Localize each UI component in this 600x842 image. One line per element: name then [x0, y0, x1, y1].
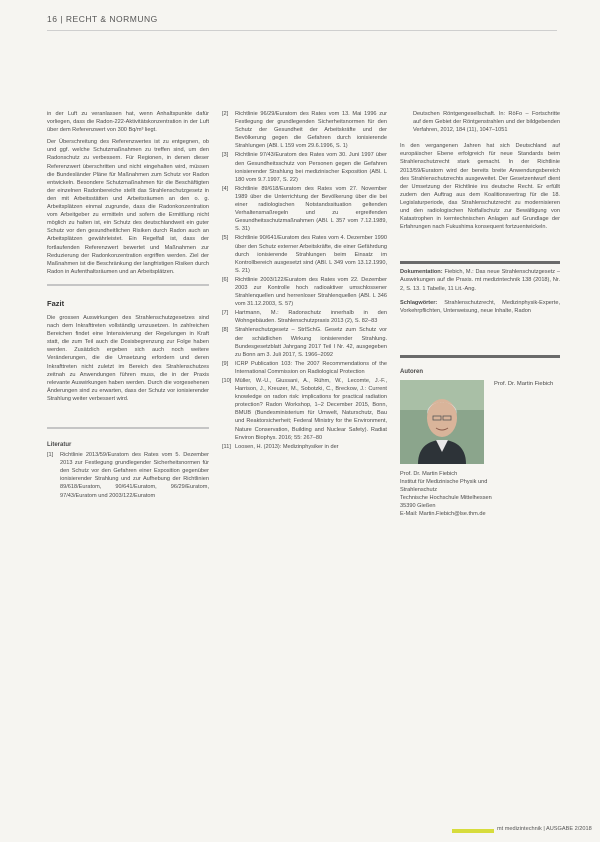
paragraph: Der Überschreitung des Referenzwertes ist zu entgegnen, ob und ggf. welche Schutzmaßnahmen zu treffen sind, um den Radonschutz zu verbessern. Für Regionen, in denen dieser Referenzwert überschritten und nicht eingehalten wird, müssen die Bundesländer Pläne für Maßnahmen zum Schutz vor Radon entwickeln. Besondere Schutzmaßnahmen für die Beschäftigten der einzelnen Radonbereiche stellt das Strahlenschutzgesetz in den mit Arbeitsstätten und Arbeitsräumen an den o. g. Arbeitsplätzen einmal zugrunde, dass die Radonkonzentration vom Arbeitgeber zu ermitteln und sofern die Ermittlung nicht möglich zu halten ist, ein Schutz des deutschlandweit ein guter Schutz vor den gesundheitlichen Risiken durch Radon auch an Arbeitsplätzen gewährleistet. Ein Regelfall ist, dass der fortlaufenden Referenzwert bewertet und Maßnahmen zur Reduzierung der Radonkonzentration ergriffen werden. Ziel der Maßnahmen ist die Beschränkung der langfristigen Risiken durch Radon in Aufenthaltsräumen und an Arbeitsplätzen.: [47, 139, 209, 275]
reference-number: [1]: [47, 452, 54, 459]
reference-item: [222, 326, 387, 358]
keywords-block: [400, 299, 560, 315]
reference-text: Richtlinie 96/29/Euratom des Rates vom 13. Mai 1996 zur Festlegung der grundlegenden Sicherheitsnormen für den Schutz der Gesundheit der Arbeitskräfte und der Bevölkerung gegen die Gefahren durch ionisierende Strahlungen (ABl. L 159 vom 29.6.1996, S. 1): [235, 111, 387, 150]
contact-line: Strahlenschutz: [400, 487, 438, 494]
reference-item: [222, 110, 387, 150]
column-right: [400, 110, 560, 518]
keywords-text: Strahlenschutzrecht, Medizinphysik-Experte, Vorkehrpflichten, Unterweisung, neue Inhalte, Radon: [400, 299, 560, 314]
reference-text: Loosen, H. (2013): Medizinphysiker in der: [235, 443, 339, 450]
contact-line: Prof. Dr. Martin Fiebich: [400, 470, 458, 477]
reference-number: [9]: [222, 360, 229, 367]
author-name: Prof. Dr. Martin Fiebich: [494, 380, 554, 387]
paragraph: In den vergangenen Jahren hat sich Deutschland auf europäischer Ebene erfolgreich für neue Standards beim Strahlenschutzrecht stark gemacht. In der Richtlinie 2013/59/Euratom wird der bereits breite Anwendungsbereich des Strahlenschutzrechts ausgeweitet. Der Gesetzentwurf dient der Umsetzung der Richtlinie ins deutsche Recht. Er erfüllt zudem den Auftrag aus dem Koalitionsvertrag für die 18. Legislaturperiode, das Strahlenschutzrecht zu modernisieren und den radiologischen Notfallschutz zur Bewältigung von Katastrophen in kerntechnischen Anlagen auf Grundlage der Erfahrungen nach Fukushima konsequent fortzuentwickeln.: [400, 143, 560, 231]
page-footer: [0, 822, 600, 842]
footer-text: mt medizintechnik | AUSGABE 2/2018: [497, 826, 592, 832]
reference-text: Richtlinie 90/641/Euratom des Rates vom 4. Dezember 1990 über den Schutz externer Arbeitskräfte, die einer Gefährdung durch ionisierende Strahlungen beim Einsatz im Kontrollbereich ausgesetzt sind (ABl. L 349 vom 13.12.1990, S. 21): [235, 235, 387, 274]
reference-item: [222, 360, 387, 376]
reference-text: Richtlinie 2013/59/Euratom des Rates vom 5. Dezember 2013 zur Festlegung grundlegender Sicherheitsnormen für den Schutz vor den Gefahren einer Exposition gegenüber ionisierender Strahlung und zur Aufhebung der Richtlinien 89/618/Euratom, 90/641/Euratom, 96/29/Euratom, 97/43/Euratom und 2003/122/Euratom: [60, 452, 209, 499]
author-heading: Autoren: [400, 368, 423, 375]
author-row: [400, 380, 560, 464]
reference-item: [47, 451, 209, 500]
reference-item: [222, 151, 387, 183]
keywords-label: Schlagwörter:: [400, 299, 438, 306]
fazit-heading: Fazit: [47, 298, 65, 308]
contact-line: E-Mail: Martin.Fiebich@lse.thm.de: [400, 511, 486, 518]
fazit-text: Die grossen Auswirkungen des Strahlenschutzgesetzes sind nach dem Inkrafttreten vollständig umzusetzen. In zahlreichen Bereichen findet eine Intensivierung der Regelungen in Kraft statt, die zum Teil auch die Dosisbegrenzung zur Folge haben werden. Zusätzlich ergeben sich auch noch weitere Veränderungen, die die Umsetzung erfordern und deren Inkrafttreten nicht zuletzt im Bereich des Strahlenschutzes zeitnah zu Anwendungen führen muss, die in der Praxis relevante Auswirkungen haben werden. Durch die vorgesehenen Änderungen sind zu erwarten, dass der Schutz vor ionisierender Strahlung weiter verbessert wird.: [47, 314, 209, 402]
contact-line: 35390 Gießen: [400, 503, 436, 510]
footer-accent-bar: [452, 829, 494, 833]
section-rule: [47, 427, 209, 429]
reference-number: [5]: [222, 235, 229, 242]
reference-item: [222, 377, 387, 442]
paragraph: in der Luft zu veranlassen hat, wenn Anhaltspunkte dafür vorliegen, dass die Radon-222-Aktivitätskonzentration in der Luft über dem Referenzwert von 300 Bq/m³ liegt.: [47, 111, 209, 134]
reference-item: [222, 276, 387, 308]
reference-item: [222, 185, 387, 234]
reference-text: Müller, W.-U., Giussani, A., Rühm, W., Lecomte, J.-F., Harrison, J., Kreuzer, M., Sobotzki, C., Breckow, J.: Current knowledge on radon risk: implications for practical radiation protection? Radon Workshop, 1–2 December 2015, Bonn, BMUB (Bundesministerium für Umwelt, Naturschutz, Bau und Reaktorsicherheit; Federal Ministry for the Environment, Nature Conservation, Building and Nuclear Safety). Radiat Environ Biophys. 2016; 55: 267–80: [235, 378, 387, 441]
reference-number: [11]: [222, 443, 231, 450]
documentation-label: Dokumentation:: [400, 269, 443, 276]
column-middle: [222, 110, 387, 453]
reference-number: [4]: [222, 185, 229, 192]
reference-text: Hartmann, M.: Radonschutz innerhalb in den Wohngebäuden. Strahlenschutzpraxis 2013 (2), S. 82–83: [235, 310, 387, 325]
reference-item: [222, 443, 387, 451]
reference-text: ICRP Publication 103: The 2007 Recommendations of the International Commission on Radiological Protection: [235, 360, 387, 375]
reference-text: Richtlinie 89/618/Euratom des Rates vom 27. November 1989 über die Unterrichtung der Bevölkerung über die bei einer radiologischen Notstandssituation geltenden Verhaltensmaßregeln und zu ergreifenden Gesundheitsschutzmaßnahmen (ABl. L 357 vom 7.12.1989, S. 31): [235, 185, 387, 233]
contact-line: Technische Hochschule Mittelhessen: [400, 495, 492, 502]
documentation-text: Fiebich, M.: Das neue Strahlenschutzgesetz – Auswirkungen auf die Praxis. mt medizintechnik 138 (2018), Nr. 2, S. 13. 1 Tabelle, 11 Lit.-Ang.: [400, 269, 561, 292]
reference-text: Richtlinie 97/43/Euratom des Rates vom 30. Juni 1997 über den Gesundheitsschutz von Personen gegen die Gefahren ionisierender Strahlung bei medizinischer Exposition (ABl. L 180 vom 9.7.1997, S. 22): [235, 152, 387, 183]
section-rule: [47, 284, 209, 286]
reference-number: [7]: [222, 310, 229, 317]
author-contact: [400, 470, 560, 519]
literature-heading: Literatur: [47, 442, 72, 448]
reference-number: [2]: [222, 111, 229, 117]
reference-text: Strahlenschutzgesetz – StrlSchG. Gesetz zum Schutz vor der schädlichen Wirkung ionisierender Strahlung. Bundesgesetzblatt Jahrgang 2017 Teil I Nr. 42, ausgegeben zu Bonn am 3. Juli 2017, S. 1966–2092: [235, 327, 387, 358]
documentation-block: [400, 268, 560, 292]
contact-line: Institut für Medizinische Physik und: [400, 478, 488, 485]
documentation-rule: [400, 261, 560, 264]
column-left: [47, 110, 209, 501]
reference-number: [3]: [222, 152, 229, 159]
reference-number: [10]: [222, 378, 232, 384]
reference-text: Richtlinie 2003/122/Euratom des Rates vom 22. Dezember 2003 zur Kontrolle hoch radioaktiver umschlossener Strahlenquellen und herrenloser Strahlenquellen (ABl. L 346 vom 31.12.2003, S. 57): [235, 276, 387, 308]
header-rule: [47, 30, 557, 31]
reference-item: [222, 234, 387, 274]
reference-number: [6]: [222, 276, 229, 283]
reference-item: [222, 309, 387, 325]
author-rule: [400, 355, 560, 358]
page-header: 16 | RECHT & NORMUNG: [47, 14, 158, 24]
reference-number: [8]: [222, 327, 229, 334]
reference-continuation: Deutschen Röntgengesellschaft. In: RöFo – Fortschritte auf dem Gebiet der Röntgenstrahlen und der bildgebenden Verfahren, 2012, 184 (11), 1047–1051: [413, 111, 560, 134]
author-photo: [400, 380, 484, 464]
